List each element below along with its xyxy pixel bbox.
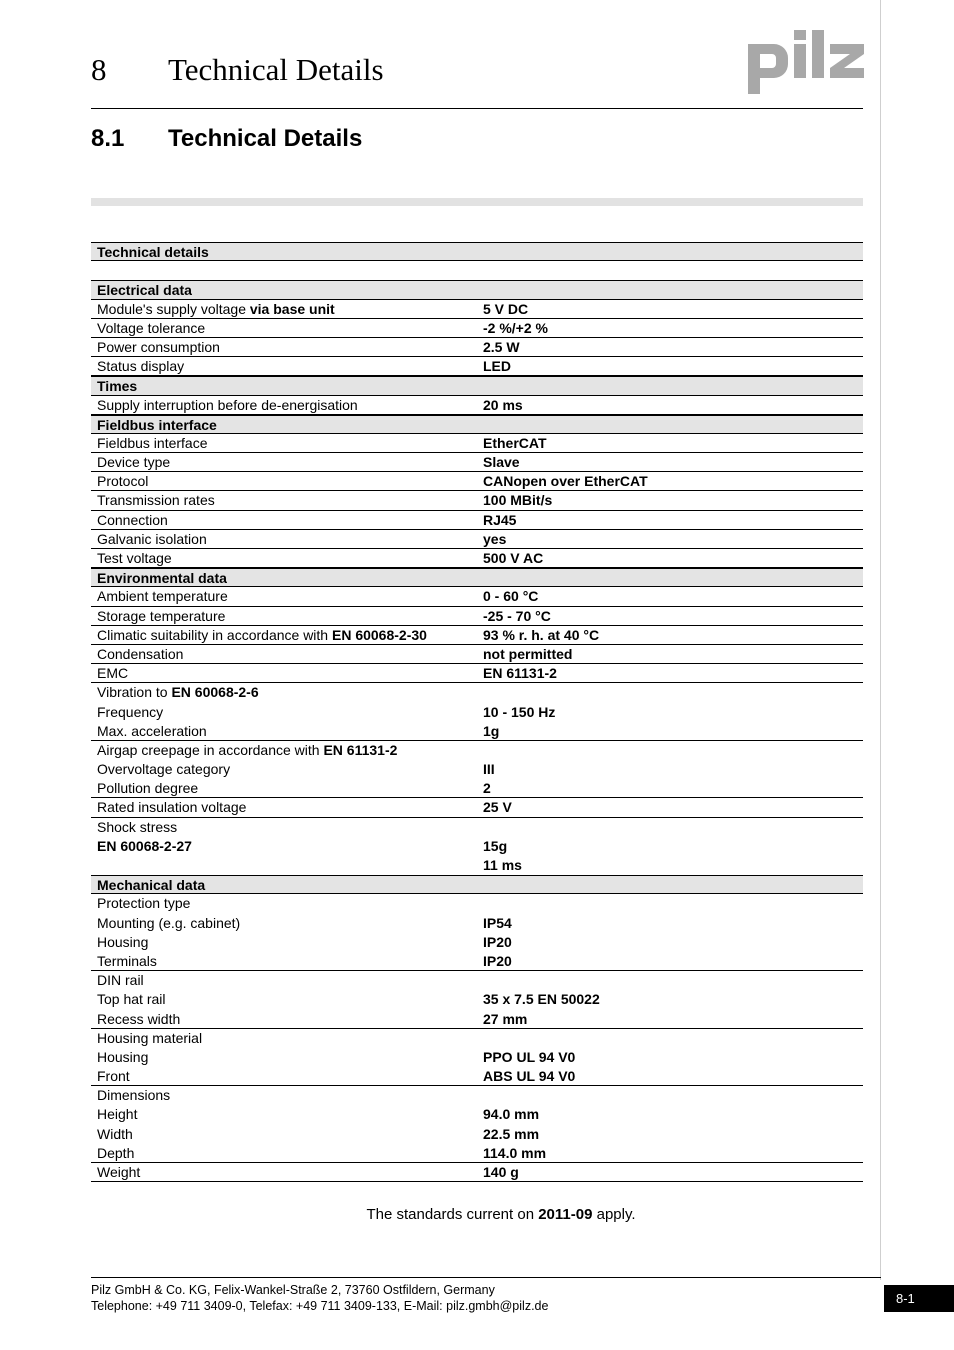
table-row [91, 357, 863, 376]
table-row [91, 511, 863, 530]
table-section-header [91, 280, 863, 299]
row-label [91, 511, 477, 529]
row-value: 2.5 W [483, 338, 520, 355]
row-label-text: Height [97, 1106, 138, 1123]
table-row [91, 837, 863, 856]
row-label-text: Weight [97, 1164, 141, 1180]
row-value: IP20 [483, 952, 512, 969]
row-label [91, 1048, 477, 1067]
row-label [91, 894, 477, 913]
section-header-label: Electrical data [97, 282, 192, 299]
row-label-text: Rated insulation voltage [97, 799, 247, 816]
table-section-header [91, 415, 863, 434]
row-label [91, 703, 477, 722]
section-header-label: Mechanical data [97, 877, 206, 894]
pilz-logo [746, 28, 866, 96]
row-label-text: Condensation [97, 645, 184, 662]
row-label [91, 1067, 477, 1085]
table-row [91, 396, 863, 415]
row-value: 15g [483, 837, 508, 854]
row-label [91, 396, 477, 414]
row-label-text: Vibration to [97, 684, 172, 701]
row-value: 5 V DC [483, 300, 529, 317]
chapter-number: 8 [91, 52, 107, 87]
row-label [91, 1010, 477, 1028]
row-label [91, 626, 477, 644]
section-header-label: Environmental data [97, 570, 227, 587]
table-row [91, 894, 863, 913]
row-label [91, 491, 477, 509]
row-label-text: Frequency [97, 703, 164, 720]
row-label-text: Protocol [97, 473, 149, 490]
row-label-text: Housing material [97, 1029, 203, 1046]
row-label [91, 587, 477, 605]
note-prefix: The standards current on [366, 1206, 539, 1223]
row-value: RJ45 [483, 511, 517, 528]
page-number: 8-1 [884, 1285, 954, 1312]
table-row [91, 779, 863, 798]
row-value: LED [483, 358, 511, 375]
row-label-text: Recess width [97, 1010, 181, 1027]
row-value: 10 - 150 Hz [483, 703, 556, 720]
row-value [477, 741, 863, 760]
row-label-text: Supply interruption before de-energisation [97, 396, 358, 413]
section-header-label: Fieldbus interface [97, 416, 217, 433]
table-title: Technical details [97, 244, 209, 260]
row-label-text: Mounting (e.g. cabinet) [97, 914, 241, 931]
row-label [91, 300, 477, 318]
table-row [91, 1048, 863, 1067]
row-label-text: Power consumption [97, 338, 220, 355]
row-label [91, 837, 477, 856]
table-row [91, 741, 863, 760]
row-value: 114.0 mm [483, 1144, 547, 1161]
row-label-text: Status display [97, 358, 185, 375]
footer-rule [91, 1277, 881, 1278]
section-title: Technical Details [168, 125, 363, 152]
row-label-text: Shock stress [97, 818, 178, 835]
row-label-text: Overvoltage category [97, 761, 231, 778]
row-value: 500 V AC [483, 550, 544, 566]
table-row [91, 549, 863, 568]
note-date: 2011-09 [538, 1206, 593, 1223]
section-header-label: Times [97, 378, 138, 395]
row-value: ABS UL 94 V0 [483, 1068, 576, 1085]
row-label [91, 530, 477, 548]
row-value: 0 - 60 °C [483, 588, 539, 605]
row-label [91, 319, 477, 337]
table-row [91, 856, 863, 875]
row-value: 100 MBit/s [483, 492, 553, 509]
row-label-text: Pollution degree [97, 780, 199, 797]
row-label-text: Module's supply voltage [97, 300, 250, 317]
row-label-standard: EN 61131-2 [323, 741, 398, 758]
row-label-text: Climatic suitability in accordance with [97, 626, 332, 643]
table-row [91, 491, 863, 510]
row-value: yes [483, 530, 507, 547]
row-value: IP54 [483, 914, 512, 931]
standards-note [91, 1206, 911, 1223]
row-label [91, 722, 477, 740]
row-value: 140 g [483, 1164, 519, 1180]
row-value: 2 [483, 780, 491, 797]
table-row [91, 952, 863, 971]
row-label-text: Housing [97, 1048, 149, 1065]
table-row [91, 300, 863, 319]
row-label-text: Ambient temperature [97, 588, 228, 605]
row-label-text: Front [97, 1068, 130, 1085]
table-row [91, 1086, 863, 1105]
row-value: Slave [483, 454, 520, 471]
table-row [91, 530, 863, 549]
row-label-text: Device type [97, 454, 171, 471]
row-value: PPO UL 94 V0 [483, 1048, 576, 1065]
table-row [91, 319, 863, 338]
row-label-text: Galvanic isolation [97, 530, 207, 547]
row-label [91, 933, 477, 952]
table-section-header [91, 875, 863, 894]
row-label [91, 357, 477, 375]
table-row [91, 626, 863, 645]
row-value: -2 %/+2 % [483, 319, 548, 336]
row-label-text: Storage temperature [97, 607, 226, 624]
row-label [91, 472, 477, 490]
row-value: EtherCAT [483, 434, 547, 451]
table-row [91, 683, 863, 702]
row-value: -25 - 70 °C [483, 607, 551, 624]
row-value [477, 971, 863, 990]
row-label [91, 664, 477, 682]
row-label [91, 453, 477, 471]
table-row [91, 1144, 863, 1163]
footer-address: Pilz GmbH & Co. KG, Felix-Wankel-Straße 2, 73760 Ostfildern, Germany [91, 1283, 495, 1297]
table-spacer [91, 261, 863, 280]
row-label-text: Width [97, 1125, 133, 1142]
row-label [91, 818, 477, 837]
row-label [91, 914, 477, 933]
row-label-standard: via base unit [249, 300, 335, 317]
row-value: 20 ms [483, 396, 523, 413]
table-row [91, 798, 863, 817]
row-label-text: Test voltage [97, 550, 172, 566]
row-label [91, 549, 477, 567]
table-row [91, 338, 863, 357]
row-value: 11 ms [483, 857, 522, 873]
row-label [91, 798, 477, 816]
page-edge-rule [880, 0, 881, 1280]
table-row [91, 664, 863, 683]
row-value: IP20 [483, 933, 512, 950]
row-label-text: DIN rail [97, 972, 144, 989]
row-label [91, 1163, 477, 1181]
table-row [91, 1125, 863, 1144]
table-row [91, 1029, 863, 1048]
table-section-header [91, 568, 863, 587]
row-value: 94.0 mm [483, 1106, 540, 1123]
row-label [91, 952, 477, 970]
row-value: EN 61131-2 [483, 665, 557, 682]
row-label [91, 779, 477, 797]
row-label-text: Fieldbus interface [97, 434, 208, 451]
table-row [91, 1163, 863, 1182]
row-label [91, 683, 477, 702]
row-value: 25 V [483, 799, 512, 816]
table-row [91, 914, 863, 933]
row-value: 27 mm [483, 1010, 528, 1027]
row-label [91, 1086, 477, 1105]
row-label [91, 645, 477, 663]
row-value: 1g [483, 722, 500, 739]
row-label [91, 1029, 477, 1048]
footer-contact: Telephone: +49 711 3409-0, Telefax: +49 711 3409-133, E-Mail: pilz.gmbh@pilz.de [91, 1299, 549, 1313]
table-title-row [91, 242, 863, 261]
section-number: 8.1 [91, 125, 125, 152]
row-value [477, 683, 863, 702]
table-row [91, 434, 863, 453]
table-row [91, 607, 863, 626]
row-value [477, 894, 863, 913]
table-row [91, 990, 863, 1009]
row-label [91, 1144, 477, 1162]
table-section-header [91, 376, 863, 395]
table-row [91, 1105, 863, 1124]
row-label-text: Depth [97, 1144, 135, 1161]
table-row [91, 760, 863, 779]
table-row [91, 1067, 863, 1086]
row-label [91, 607, 477, 625]
row-label-standard: EN 60068-2-6 [171, 684, 259, 701]
row-label [91, 1125, 477, 1144]
row-label [91, 338, 477, 356]
row-label-text: Connection [97, 511, 168, 528]
row-label [91, 1105, 477, 1124]
technical-details-table [91, 242, 863, 1182]
row-label-text: Voltage tolerance [97, 319, 206, 336]
table-row [91, 933, 863, 952]
row-label-text: Housing [97, 933, 149, 950]
row-label [91, 434, 477, 452]
table-row [91, 818, 863, 837]
row-value: not permitted [483, 645, 573, 662]
header-rule [91, 108, 863, 109]
row-label-text: Protection type [97, 895, 191, 912]
row-label [91, 990, 477, 1009]
row-value: 35 x 7.5 EN 50022 [483, 991, 600, 1008]
row-value: CANopen over EtherCAT [483, 473, 648, 490]
table-row [91, 453, 863, 472]
row-label-text: Airgap creepage in accordance with [97, 741, 324, 758]
row-value [477, 1029, 863, 1048]
row-label [91, 856, 477, 875]
table-row [91, 722, 863, 741]
table-row [91, 1010, 863, 1029]
row-label [91, 760, 477, 779]
row-label-text: Terminals [97, 952, 157, 969]
note-suffix: apply. [592, 1206, 636, 1223]
table-row [91, 703, 863, 722]
table-row [91, 645, 863, 664]
row-label [91, 971, 477, 990]
chapter-title: Technical Details [168, 52, 384, 87]
row-label [91, 741, 477, 760]
table-row [91, 587, 863, 606]
row-label-standard: EN 60068-2-30 [331, 626, 427, 643]
row-value [477, 1086, 863, 1105]
row-label-text: EMC [97, 665, 129, 682]
section-divider-bar [91, 198, 863, 206]
row-value: 93 % r. h. at 40 °C [483, 626, 600, 643]
row-label-text: Transmission rates [97, 492, 215, 509]
table-row [91, 971, 863, 990]
row-label-text: Max. acceleration [97, 722, 207, 739]
row-label-text: Dimensions [97, 1087, 171, 1104]
row-value [477, 818, 863, 837]
row-value: 22.5 mm [483, 1125, 540, 1142]
row-label-text: Top hat rail [97, 991, 166, 1008]
table-row [91, 472, 863, 491]
row-value: III [483, 761, 495, 778]
row-label-standard: EN 60068-2-27 [97, 837, 192, 854]
